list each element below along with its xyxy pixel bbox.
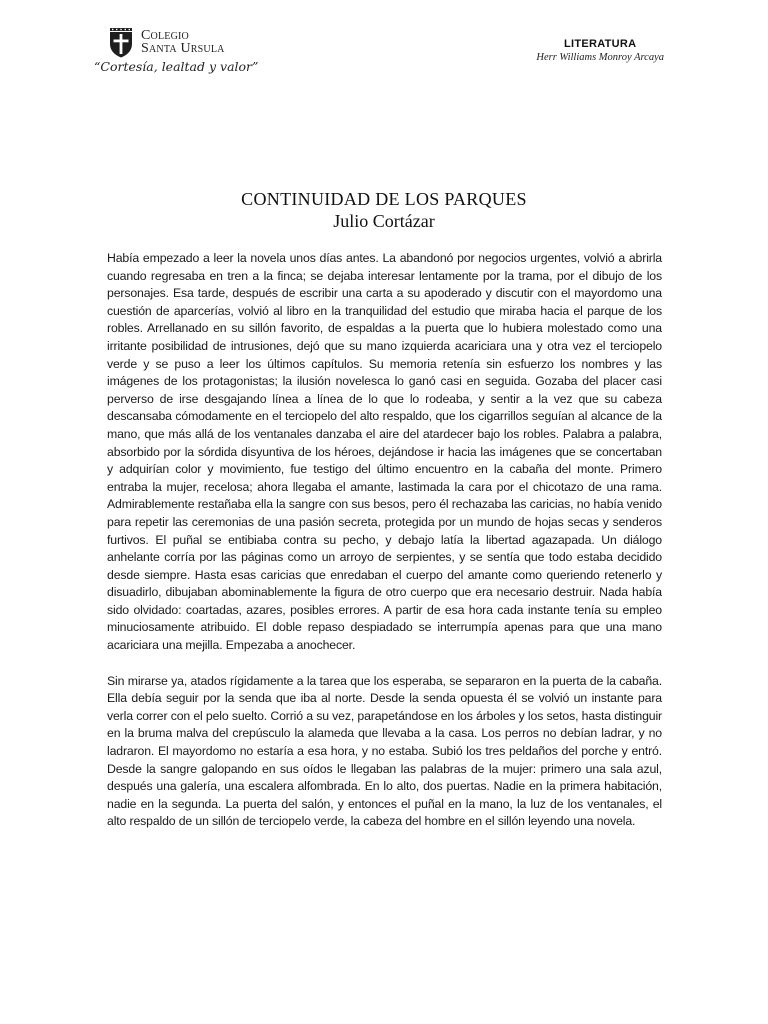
title-block [0,188,768,232]
school-name [141,29,225,55]
document-body [107,250,662,849]
document-author: Julio Cortázar [333,211,435,231]
paragraph: Sin mirarse ya, atados rígidamente a la tarea que los esperaba, se separaron en la puerta de la cabaña. Ella debía seguir por la senda que iba al norte. Desde la senda opuesta él se volvió un instante para verla correr con el pelo suelto. Corrió a su vez, parapetándose en los árboles y los setos, hasta distinguir en la bruma malva del crepúsculo la alameda que llevaba a la casa. Los perros no debían ladrar, y no ladraron. El mayordomo no estaría a esa hora, y no estaba. Subió los tres peldaños del porche y entró. Desde la sangre galopando en sus oídos le llegaban las palabras de la mujer: primero una sala azul, después una galería, una escalera alfombrada. En lo alto, dos puertas. Nadie en la primera habitación, nadie en la segunda. La puerta del salón, y entonces el puñal en la mano, la luz de los ventanales, el alto respaldo de un sillón de terciopelo verde, la cabeza del hombre en el sillón leyendo una novela. [107,673,662,829]
school-motto: “Cortesía, lealtad y valor” [94,59,259,74]
subject-label: LITERATURA [563,38,637,50]
teacher-name: Herr Williams Monroy Arcaya [536,52,664,63]
paragraph: Había empezado a leer la novela unos días antes. La abandonó por negocios urgentes, volvió a abrirla cuando regresaba en tren a la finca; se dejaba interesar lentamente por la trama, por el dibujo de los personajes. Esa tarde, después de escribir una carta a su apoderado y discutir con el mayordomo una cuestión de aparcerías, volvió al libro en la tranquilidad del estudio que miraba hacia el parque de los robles. Arrellanado en su sillón favorito, de espaldas a la puerta que lo hubiera molestado como una irritante posibilidad de intrusiones, dejó que su mano izquierda acariciara una y otra vez el terciopelo verde y se puso a leer los últimos capítulos. Su memoria retenía sin esfuerzo los nombres y las imágenes de los protagonistas; la ilusión novelesca lo ganó casi en seguida. Gozaba del placer casi perverso de irse desgajando línea a línea de lo que lo rodeaba, y sentir a la vez que su cabeza descansaba cómodamente en el terciopelo del alto respaldo, que los cigarrillos seguían al alcance de la mano, que más allá de los ventanales danzaba el aire del atardecer bajo los robles. Palabra a palabra, absorbido por la sórdida disyuntiva de los héroes, dejándose ir hacia las imágenes que se concertaban y adquirían color y movimiento, fue testigo del último encuentro en la cabaña del monte. Primero entraba la mujer, recelosa; ahora llegaba el amante, lastimada la cara por el chicotazo de una rama. Admirablemente restañaba ella la sangre con sus besos, pero él rechazaba las caricias, no había venido para repetir las ceremonias de una pasión secreta, protegida por un mundo de hojas secas y senderos furtivos. El puñal se entibiaba contra su pecho, y debajo latía la libertad agazapada. Un diálogo anhelante corría por las páginas como un arroyo de serpientes, y se sentía que todo estaba decidido desde siempre. Hasta esas caricias que enredaban el cuerpo del amante como queriendo retenerlo y disuadirlo, dibujaban abominablemente la figura de otro cuerpo que era necesario destruir. Nada había sido olvidado: coartadas, azares, posibles errores. A partir de esa hora cada instante tenía su empleo minuciosamente atribuido. El doble repaso despiadado se interrumpía apenas para que una mano acariciara una mejilla. Empezaba a anochecer. [107,251,662,653]
school-logo-block [94,28,264,78]
page-header [0,0,768,90]
subject-block [536,38,664,63]
document-title: CONTINUIDAD DE LOS PARQUES [241,189,527,209]
school-crest-icon [108,28,134,58]
school-name-line2: Santa Ursula [141,41,225,56]
school-name-line1: Colegio [141,28,189,43]
